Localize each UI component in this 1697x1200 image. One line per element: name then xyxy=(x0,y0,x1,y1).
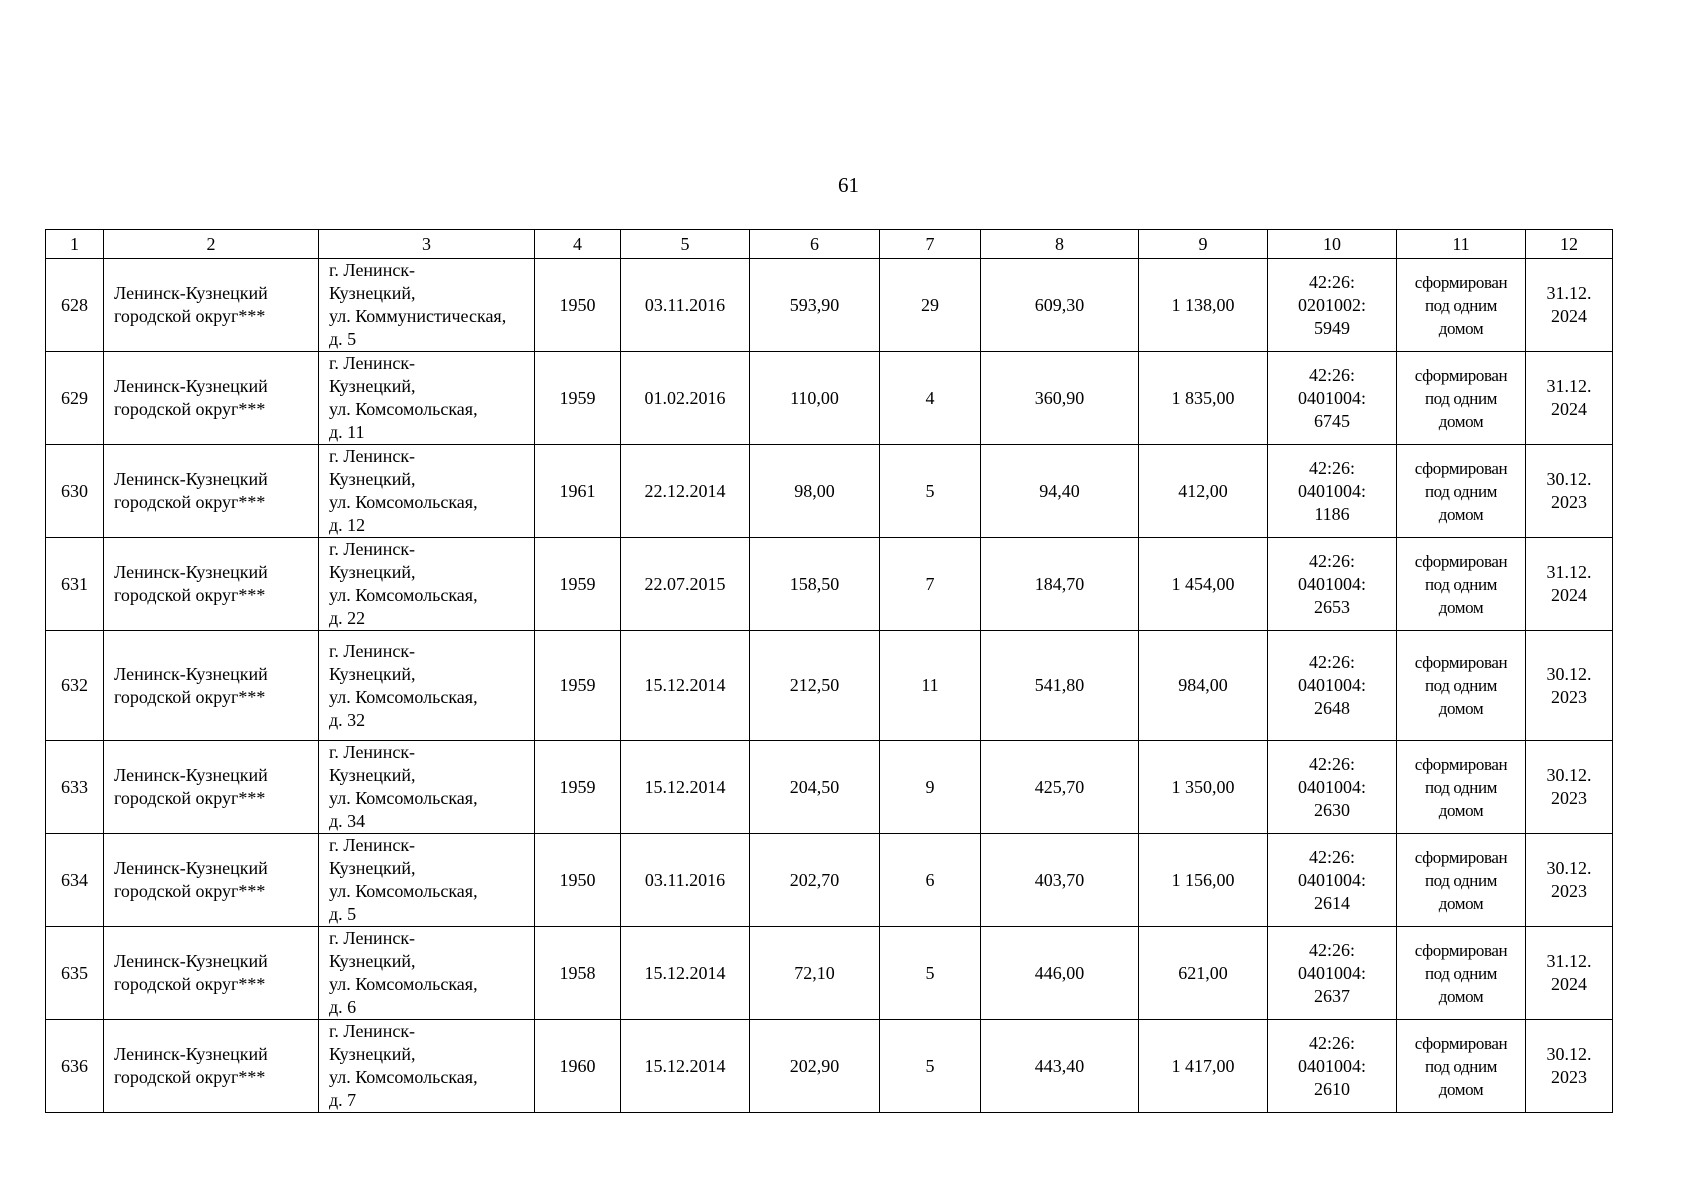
address-cell xyxy=(319,259,535,352)
municipality-cell xyxy=(104,538,319,631)
col8-cell: 425,70 xyxy=(981,741,1139,834)
cell-line: сформирован xyxy=(1414,272,1508,292)
cell-line: 2614 xyxy=(1314,892,1350,913)
cell-line: д. 12 xyxy=(329,515,366,535)
cell-line: 2024 xyxy=(1551,399,1587,419)
cell-line: домом xyxy=(1438,318,1484,338)
persons-cell: 9 xyxy=(880,741,981,834)
row-number-cell: 630 xyxy=(46,445,104,538)
cell-line: городской округ*** xyxy=(114,1067,266,1087)
cell-line: 30.12. xyxy=(1546,858,1592,878)
municipality-cell xyxy=(104,631,319,741)
cell-line: Ленинск-Кузнецкий xyxy=(114,283,268,303)
cell-line: городской округ*** xyxy=(114,974,266,994)
cell-line: г. Ленинск- xyxy=(329,928,416,948)
area-cell: 202,90 xyxy=(750,1020,880,1113)
cell-line: домом xyxy=(1438,800,1484,820)
cell-line: домом xyxy=(1438,1079,1484,1099)
land-status-cell xyxy=(1397,538,1526,631)
cadastral-number-cell xyxy=(1268,834,1397,927)
municipality-cell xyxy=(104,834,319,927)
column-header: 8 xyxy=(981,230,1139,259)
table-row xyxy=(46,538,1613,631)
column-header: 5 xyxy=(621,230,750,259)
cell-line: 30.12. xyxy=(1546,765,1592,785)
cell-line: городской округ*** xyxy=(114,306,266,326)
cell-line: г. Ленинск- xyxy=(329,835,416,855)
col9-cell: 984,00 xyxy=(1139,631,1268,741)
cell-line: 0401004: xyxy=(1297,776,1366,797)
deadline-cell xyxy=(1526,352,1613,445)
municipality-cell xyxy=(104,259,319,352)
cell-line: г. Ленинск- xyxy=(329,446,416,466)
cell-line: городской округ*** xyxy=(114,492,266,512)
col8-cell: 446,00 xyxy=(981,927,1139,1020)
cell-line: Кузнецкий, xyxy=(329,562,416,582)
column-header: 2 xyxy=(104,230,319,259)
year-cell: 1961 xyxy=(535,445,621,538)
cell-line: 0401004: xyxy=(1297,387,1366,408)
cell-line: Кузнецкий, xyxy=(329,1044,416,1064)
cell-line: домом xyxy=(1438,411,1484,431)
land-status-cell xyxy=(1397,445,1526,538)
cell-line: ул. Комсомольская, xyxy=(329,881,478,901)
cell-line: ул. Комсомольская, xyxy=(329,974,478,994)
cell-line: под одним xyxy=(1424,388,1498,408)
cell-line: Кузнецкий, xyxy=(329,951,416,971)
cell-line: 42:26: xyxy=(1308,753,1355,774)
date-cell: 01.02.2016 xyxy=(621,352,750,445)
cell-line: 31.12. xyxy=(1546,562,1592,582)
column-header: 11 xyxy=(1397,230,1526,259)
cell-line: д. 5 xyxy=(329,329,357,349)
table-body xyxy=(46,230,1613,1113)
col9-cell: 1 156,00 xyxy=(1139,834,1268,927)
cell-line: 42:26: xyxy=(1308,457,1355,478)
cell-line: д. 34 xyxy=(329,811,366,831)
cell-line: 31.12. xyxy=(1546,951,1592,971)
land-status-cell xyxy=(1397,834,1526,927)
cell-line: 30.12. xyxy=(1546,663,1592,684)
cell-line: ул. Комсомольская, xyxy=(329,585,478,605)
cell-line: 0401004: xyxy=(1297,869,1366,890)
cadastral-number-cell xyxy=(1268,1020,1397,1113)
cell-line: 0401004: xyxy=(1297,480,1366,501)
col9-cell: 1 417,00 xyxy=(1139,1020,1268,1113)
cell-line: 0401004: xyxy=(1297,962,1366,983)
col8-cell: 403,70 xyxy=(981,834,1139,927)
municipality-cell xyxy=(104,445,319,538)
column-header: 12 xyxy=(1526,230,1613,259)
cell-line: Кузнецкий, xyxy=(329,663,416,684)
cell-line: Ленинск-Кузнецкий xyxy=(114,663,268,684)
row-number-cell: 633 xyxy=(46,741,104,834)
year-cell: 1959 xyxy=(535,538,621,631)
cell-line: 2024 xyxy=(1551,306,1587,326)
cell-line: Ленинск-Кузнецкий xyxy=(114,469,268,489)
col8-cell: 184,70 xyxy=(981,538,1139,631)
col8-cell: 94,40 xyxy=(981,445,1139,538)
cell-line: 30.12. xyxy=(1546,1044,1592,1064)
cadastral-number-cell xyxy=(1268,445,1397,538)
cell-line: 42:26: xyxy=(1308,271,1355,292)
persons-cell: 11 xyxy=(880,631,981,741)
cell-line: ул. Комсомольская, xyxy=(329,399,478,419)
date-cell: 15.12.2014 xyxy=(621,927,750,1020)
cell-line: под одним xyxy=(1424,870,1498,890)
cell-line: г. Ленинск- xyxy=(329,539,416,559)
cell-line: 2023 xyxy=(1551,788,1587,808)
col8-cell: 541,80 xyxy=(981,631,1139,741)
municipality-cell xyxy=(104,352,319,445)
cell-line: ул. Комсомольская, xyxy=(329,686,478,707)
deadline-cell xyxy=(1526,834,1613,927)
address-cell xyxy=(319,352,535,445)
cell-line: под одним xyxy=(1424,574,1498,594)
cell-line: сформирован xyxy=(1414,847,1508,867)
cadastral-number-cell xyxy=(1268,741,1397,834)
cell-line: г. Ленинск- xyxy=(329,353,416,373)
column-header: 6 xyxy=(750,230,880,259)
persons-cell: 5 xyxy=(880,1020,981,1113)
cell-line: 42:26: xyxy=(1308,652,1355,672)
cell-line: д. 11 xyxy=(329,422,365,442)
cell-line: 2610 xyxy=(1314,1078,1350,1099)
cell-line: г. Ленинск- xyxy=(329,640,416,661)
col9-cell: 621,00 xyxy=(1139,927,1268,1020)
cell-line: Кузнецкий, xyxy=(329,283,416,303)
deadline-cell xyxy=(1526,259,1613,352)
cell-line: под одним xyxy=(1424,295,1498,315)
cell-line: 42:26: xyxy=(1308,1032,1355,1053)
col9-cell: 1 454,00 xyxy=(1139,538,1268,631)
cadastral-number-cell xyxy=(1268,538,1397,631)
column-header: 1 xyxy=(46,230,104,259)
land-status-cell xyxy=(1397,259,1526,352)
deadline-cell xyxy=(1526,927,1613,1020)
cell-line: 31.12. xyxy=(1546,283,1592,303)
cell-line: Кузнецкий, xyxy=(329,376,416,396)
cell-line: г. Ленинск- xyxy=(329,742,416,762)
col8-cell: 360,90 xyxy=(981,352,1139,445)
cell-line: домом xyxy=(1438,893,1484,913)
land-status-cell xyxy=(1397,631,1526,741)
cell-line: 2630 xyxy=(1314,799,1350,820)
cell-line: 42:26: xyxy=(1308,550,1355,571)
col9-cell: 1 835,00 xyxy=(1139,352,1268,445)
cell-line: г. Ленинск- xyxy=(329,260,416,280)
date-cell: 15.12.2014 xyxy=(621,741,750,834)
deadline-cell xyxy=(1526,1020,1613,1113)
row-number-cell: 636 xyxy=(46,1020,104,1113)
cadastral-number-cell xyxy=(1268,259,1397,352)
address-cell xyxy=(319,445,535,538)
col9-cell: 412,00 xyxy=(1139,445,1268,538)
cell-line: Ленинск-Кузнецкий xyxy=(114,376,268,396)
address-cell xyxy=(319,631,535,741)
persons-cell: 29 xyxy=(880,259,981,352)
cell-line: 0401004: xyxy=(1297,573,1366,594)
cell-line: городской округ*** xyxy=(114,399,266,419)
cell-line: д. 6 xyxy=(329,997,357,1017)
cell-line: д. 22 xyxy=(329,608,366,628)
cell-line: Кузнецкий, xyxy=(329,469,416,489)
cell-line: 2648 xyxy=(1314,698,1350,718)
address-cell xyxy=(319,538,535,631)
deadline-cell xyxy=(1526,538,1613,631)
cell-line: Кузнецкий, xyxy=(329,858,416,878)
table-row xyxy=(46,741,1613,834)
cell-line: 6745 xyxy=(1314,410,1350,431)
cell-line: 0401004: xyxy=(1297,675,1366,695)
persons-cell: 7 xyxy=(880,538,981,631)
municipality-cell xyxy=(104,927,319,1020)
cell-line: сформирован xyxy=(1414,940,1508,960)
cell-line: домом xyxy=(1438,986,1484,1006)
cell-line: 2024 xyxy=(1551,585,1587,605)
cell-line: домом xyxy=(1438,597,1484,617)
cell-line: 2024 xyxy=(1551,974,1587,994)
column-header: 4 xyxy=(535,230,621,259)
cadastral-number-cell xyxy=(1268,927,1397,1020)
cell-line: 0201002: xyxy=(1297,294,1366,315)
cell-line: Ленинск-Кузнецкий xyxy=(114,951,268,971)
row-number-cell: 631 xyxy=(46,538,104,631)
persons-cell: 5 xyxy=(880,445,981,538)
column-header: 7 xyxy=(880,230,981,259)
cell-line: 42:26: xyxy=(1308,364,1355,385)
land-status-cell xyxy=(1397,352,1526,445)
persons-cell: 6 xyxy=(880,834,981,927)
year-cell: 1958 xyxy=(535,927,621,1020)
row-number-cell: 629 xyxy=(46,352,104,445)
col8-cell: 609,30 xyxy=(981,259,1139,352)
year-cell: 1960 xyxy=(535,1020,621,1113)
cell-line: д. 7 xyxy=(329,1090,357,1110)
area-cell: 204,50 xyxy=(750,741,880,834)
row-number-cell: 628 xyxy=(46,259,104,352)
cell-line: 42:26: xyxy=(1308,846,1355,867)
table-row xyxy=(46,631,1613,741)
cell-line: сформирован xyxy=(1414,365,1508,385)
land-status-cell xyxy=(1397,927,1526,1020)
land-status-cell xyxy=(1397,741,1526,834)
cell-line: 42:26: xyxy=(1308,939,1355,960)
area-cell: 98,00 xyxy=(750,445,880,538)
table-row xyxy=(46,445,1613,538)
table-row xyxy=(46,352,1613,445)
cell-line: 31.12. xyxy=(1546,376,1592,396)
cell-line: сформирован xyxy=(1414,653,1508,672)
cell-line: ул. Коммунистическая, xyxy=(329,306,507,326)
persons-cell: 5 xyxy=(880,927,981,1020)
cell-line: под одним xyxy=(1424,481,1498,501)
area-cell: 110,00 xyxy=(750,352,880,445)
year-cell: 1950 xyxy=(535,834,621,927)
cell-line: городской округ*** xyxy=(114,686,266,707)
column-header: 3 xyxy=(319,230,535,259)
year-cell: 1959 xyxy=(535,741,621,834)
date-cell: 15.12.2014 xyxy=(621,631,750,741)
date-cell: 22.07.2015 xyxy=(621,538,750,631)
cell-line: домом xyxy=(1438,504,1484,524)
table-row xyxy=(46,834,1613,927)
housing-registry-table xyxy=(45,229,1613,1113)
cell-line: домом xyxy=(1438,699,1484,718)
row-number-cell: 635 xyxy=(46,927,104,1020)
row-number-cell: 634 xyxy=(46,834,104,927)
cell-line: под одним xyxy=(1424,777,1498,797)
cell-line: г. Ленинск- xyxy=(329,1021,416,1041)
cell-line: 2023 xyxy=(1551,492,1587,512)
col9-cell: 1 138,00 xyxy=(1139,259,1268,352)
row-number-cell: 632 xyxy=(46,631,104,741)
year-cell: 1950 xyxy=(535,259,621,352)
cell-line: Ленинск-Кузнецкий xyxy=(114,858,268,878)
address-cell xyxy=(319,1020,535,1113)
col9-cell: 1 350,00 xyxy=(1139,741,1268,834)
address-cell xyxy=(319,741,535,834)
cell-line: Кузнецкий, xyxy=(329,765,416,785)
cell-line: Ленинск-Кузнецкий xyxy=(114,562,268,582)
cell-line: ул. Комсомольская, xyxy=(329,788,478,808)
year-cell: 1959 xyxy=(535,631,621,741)
persons-cell: 4 xyxy=(880,352,981,445)
cell-line: 2653 xyxy=(1314,596,1350,617)
column-number-header-row xyxy=(46,230,1613,259)
table-row xyxy=(46,259,1613,352)
address-cell xyxy=(319,834,535,927)
cell-line: городской округ*** xyxy=(114,788,266,808)
cell-line: под одним xyxy=(1424,963,1498,983)
deadline-cell xyxy=(1526,631,1613,741)
date-cell: 03.11.2016 xyxy=(621,834,750,927)
cell-line: городской округ*** xyxy=(114,881,266,901)
cell-line: 0401004: xyxy=(1297,1055,1366,1076)
cell-line: ул. Комсомольская, xyxy=(329,492,478,512)
col8-cell: 443,40 xyxy=(981,1020,1139,1113)
column-header: 10 xyxy=(1268,230,1397,259)
municipality-cell xyxy=(104,741,319,834)
date-cell: 22.12.2014 xyxy=(621,445,750,538)
date-cell: 03.11.2016 xyxy=(621,259,750,352)
cell-line: д. 32 xyxy=(329,709,366,730)
cell-line: под одним xyxy=(1424,1056,1498,1076)
cadastral-number-cell xyxy=(1268,352,1397,445)
deadline-cell xyxy=(1526,741,1613,834)
cell-line: 30.12. xyxy=(1546,469,1592,489)
cadastral-number-cell xyxy=(1268,631,1397,741)
cell-line: Ленинск-Кузнецкий xyxy=(114,1044,268,1064)
cell-line: сформирован xyxy=(1414,458,1508,478)
cell-line: Ленинск-Кузнецкий xyxy=(114,765,268,785)
cell-line: 2023 xyxy=(1551,881,1587,901)
deadline-cell xyxy=(1526,445,1613,538)
cell-line: ул. Комсомольская, xyxy=(329,1067,478,1087)
cell-line: сформирован xyxy=(1414,1033,1508,1053)
land-status-cell xyxy=(1397,1020,1526,1113)
table-row xyxy=(46,1020,1613,1113)
year-cell: 1959 xyxy=(535,352,621,445)
cell-line: 5949 xyxy=(1314,317,1350,338)
cell-line: городской округ*** xyxy=(114,585,266,605)
cell-line: под одним xyxy=(1424,676,1498,695)
municipality-cell xyxy=(104,1020,319,1113)
area-cell: 158,50 xyxy=(750,538,880,631)
cell-line: д. 5 xyxy=(329,904,357,924)
column-header: 9 xyxy=(1139,230,1268,259)
area-cell: 212,50 xyxy=(750,631,880,741)
cell-line: сформирован xyxy=(1414,754,1508,774)
cell-line: 2637 xyxy=(1314,985,1350,1006)
cell-line: 2023 xyxy=(1551,1067,1587,1087)
cell-line: 2023 xyxy=(1551,686,1587,707)
date-cell: 15.12.2014 xyxy=(621,1020,750,1113)
cell-line: 1186 xyxy=(1314,503,1350,524)
area-cell: 72,10 xyxy=(750,927,880,1020)
area-cell: 593,90 xyxy=(750,259,880,352)
cell-line: сформирован xyxy=(1414,551,1508,571)
table-row xyxy=(46,927,1613,1020)
page-number: 61 xyxy=(838,173,859,197)
area-cell: 202,70 xyxy=(750,834,880,927)
address-cell xyxy=(319,927,535,1020)
